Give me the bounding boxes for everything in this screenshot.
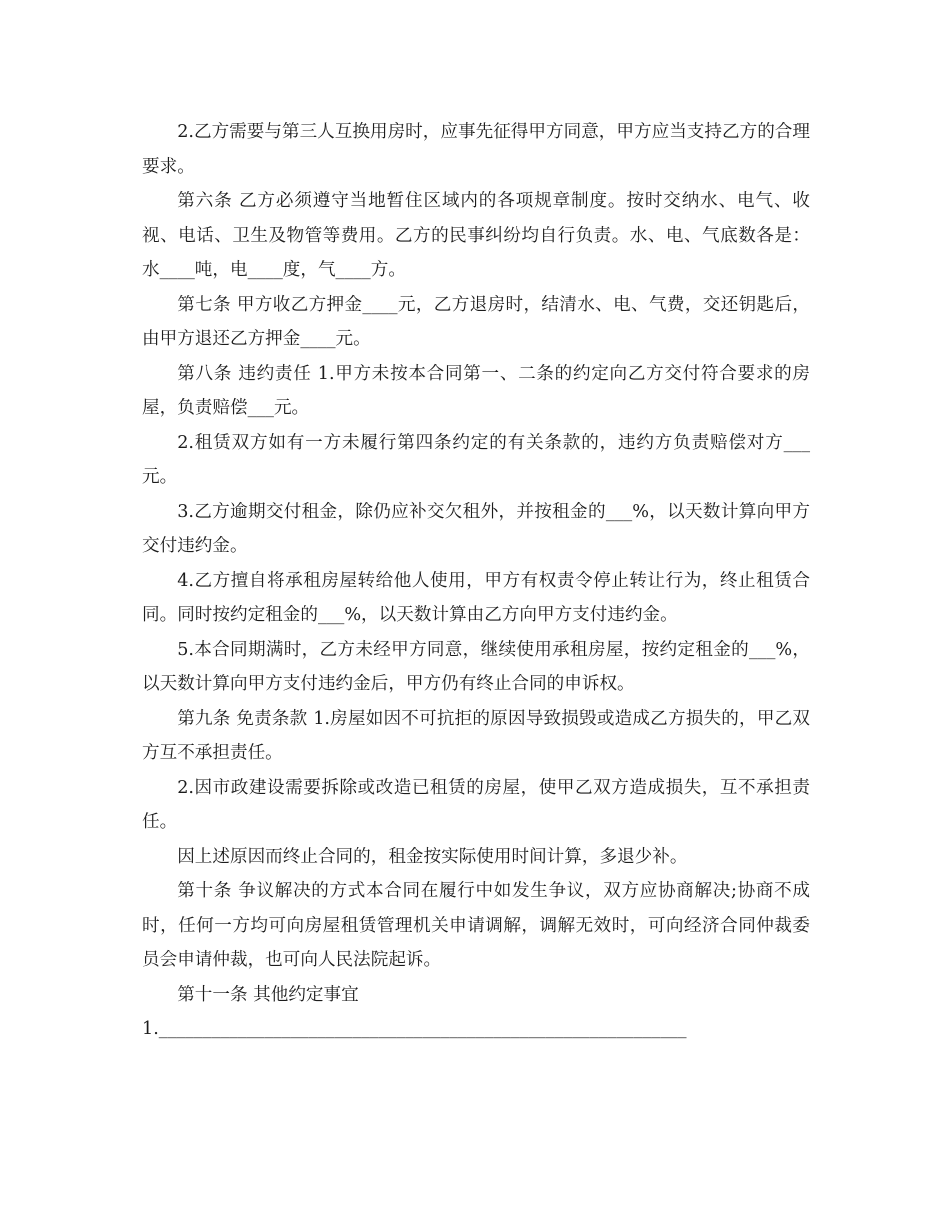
paragraph-article-10: 第十条 争议解决的方式本合同在履行中如发生争议，双方应协商解决;协商不成时，任何一方均可向房屋租赁管理机关申请调解，调解无效时，可向经济合同仲裁委员会申请仲裁，也可向人民法院起诉。: [142, 881, 810, 970]
paragraph-article-8-item-5: 5.本合同期满时，乙方未经甲方同意，继续使用承租房屋，按约定租金的___%，以天数计算向甲方支付违约金后，甲方仍有终止合同的申诉权。: [142, 639, 810, 694]
paragraph-article-8-item-2: 2.租赁双方如有一方未履行第四条约定的有关条款的，违约方负责赔偿对方___元。: [142, 432, 810, 487]
fill-in-line-1: 1.____________________________________________________________: [142, 1019, 687, 1039]
paragraph-exchange-housing: 2.乙方需要与第三人互换用房时，应事先征得甲方同意，甲方应当支持乙方的合理要求。: [142, 122, 810, 177]
paragraph-article-9: 第九条 免责条款 1.房屋如因不可抗拒的原因导致损毁或造成乙方损失的，甲乙双方互不承担责任。: [142, 708, 810, 763]
paragraph-article-7: 第七条 甲方收乙方押金____元，乙方退房时，结清水、电、气费，交还钥匙后，由甲方退还乙方押金____元。: [142, 294, 810, 349]
paragraph-article-9-item-2: 2.因市政建设需要拆除或改造已租赁的房屋，使甲乙双方造成损失，互不承担责任。: [142, 777, 810, 832]
paragraph-article-8-item-3: 3.乙方逾期交付租金，除仍应补交欠租外，并按租金的___%，以天数计算向甲方交付违约金。: [142, 501, 810, 556]
paragraph-article-11: 第十一条 其他约定事宜: [177, 984, 359, 1005]
paragraph-article-8: 第八条 违约责任 1.甲方未按本合同第一、二条的约定向乙方交付符合要求的房屋，负责赔偿___元。: [142, 363, 810, 418]
paragraph-termination-rent: 因上述原因而终止合同的，租金按实际使用时间计算，多退少补。: [177, 846, 688, 867]
document-body: [142, 115, 810, 1047]
paragraph-article-6: 第六条 乙方必须遵守当地暂住区域内的各项规章制度。按时交纳水、电气、收视、电话、卫生及物管等费用。乙方的民事纠纷均自行负责。水、电、气底数各是：水____吨，电____度，气____方。: [142, 191, 810, 280]
paragraph-article-8-item-4: 4.乙方擅自将承租房屋转给他人使用，甲方有权责令停止转让行为，终止租赁合同。同时按约定租金的___%，以天数计算由乙方向甲方支付违约金。: [142, 570, 810, 625]
